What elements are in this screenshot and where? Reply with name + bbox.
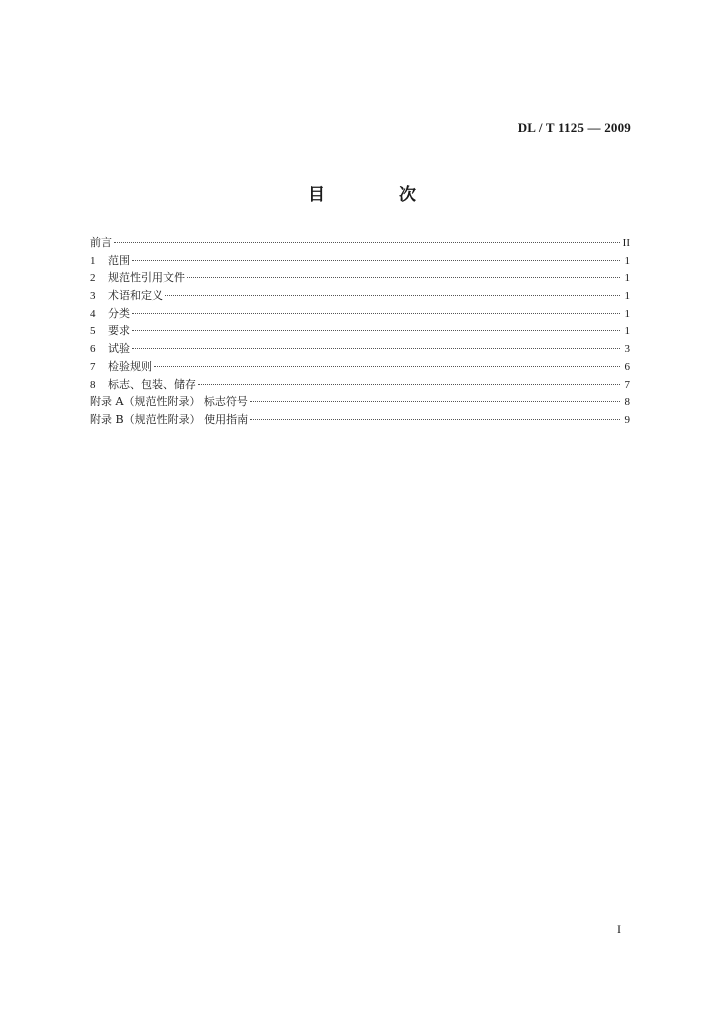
toc-entry-page: 7 <box>624 378 630 391</box>
toc-entry-annex-a[interactable] <box>90 393 630 411</box>
toc-entry-page: 1 <box>624 290 630 303</box>
toc-entry-label: 附录 B（规范性附录） 使用指南 <box>90 412 249 426</box>
toc-entry-page: 1 <box>624 307 630 320</box>
toc-entry-label: 范围 <box>108 253 130 267</box>
toc-entry-normative-references[interactable] <box>90 269 630 287</box>
toc-entry-scope[interactable] <box>90 252 630 270</box>
toc-entry-label: 附录 A（规范性附录） 标志符号 <box>90 395 248 409</box>
toc-entry-page: 1 <box>624 254 630 267</box>
toc-entry-classification[interactable] <box>90 305 630 323</box>
toc-entry-label: 要求 <box>108 324 130 338</box>
toc-entry-label: 规范性引用文件 <box>108 271 185 285</box>
toc-entry-page: 1 <box>624 325 630 338</box>
toc-leader-dots <box>250 401 620 402</box>
toc-entry-requirements[interactable] <box>90 322 630 340</box>
table-of-contents <box>90 234 630 429</box>
toc-entry-number: 1 <box>90 254 96 267</box>
standard-code: DL / T 1125 — 2009 <box>517 120 631 135</box>
toc-entry-tests[interactable] <box>90 340 630 358</box>
toc-leader-dots <box>187 277 620 278</box>
toc-entry-inspection-rules[interactable] <box>90 358 630 376</box>
toc-entry-terms[interactable] <box>90 287 630 305</box>
toc-entry-number: 2 <box>90 272 96 285</box>
toc-entry-page: 1 <box>624 272 630 285</box>
toc-entry-page: 6 <box>624 360 630 373</box>
toc-leader-dots <box>154 366 620 367</box>
toc-entry-label: 术语和定义 <box>108 289 163 303</box>
toc-leader-dots <box>198 384 620 385</box>
toc-entry-label: 分类 <box>108 306 130 320</box>
page-number: I <box>617 922 621 936</box>
toc-leader-dots <box>165 295 620 296</box>
toc-leader-dots <box>132 260 620 261</box>
toc-leader-dots <box>250 419 620 420</box>
toc-entry-number: 6 <box>90 343 96 356</box>
toc-entry-number: 8 <box>90 378 96 391</box>
toc-leader-dots <box>132 330 620 331</box>
toc-title: 目 次 <box>308 185 450 205</box>
toc-entry-marking-packaging[interactable] <box>90 376 630 394</box>
toc-entry-page: 3 <box>624 343 630 356</box>
toc-entry-label: 标志、包装、储存 <box>108 377 196 391</box>
toc-leader-dots <box>132 348 620 349</box>
toc-entry-number: 4 <box>90 307 96 320</box>
toc-entry-number: 5 <box>90 325 96 338</box>
toc-entry-page: 9 <box>624 413 630 426</box>
toc-entry-annex-b[interactable] <box>90 411 630 429</box>
toc-entry-label: 前言 <box>90 236 112 249</box>
toc-leader-dots <box>114 242 620 243</box>
toc-entry-number: 3 <box>90 290 96 303</box>
toc-entry-page: 8 <box>624 396 630 409</box>
toc-entry-page: II <box>622 237 630 249</box>
toc-entry-number: 7 <box>90 360 96 373</box>
toc-entry-foreword[interactable] <box>90 234 630 252</box>
toc-entry-label: 检验规则 <box>108 359 152 373</box>
toc-entry-label: 试验 <box>108 342 130 356</box>
toc-leader-dots <box>132 313 620 314</box>
